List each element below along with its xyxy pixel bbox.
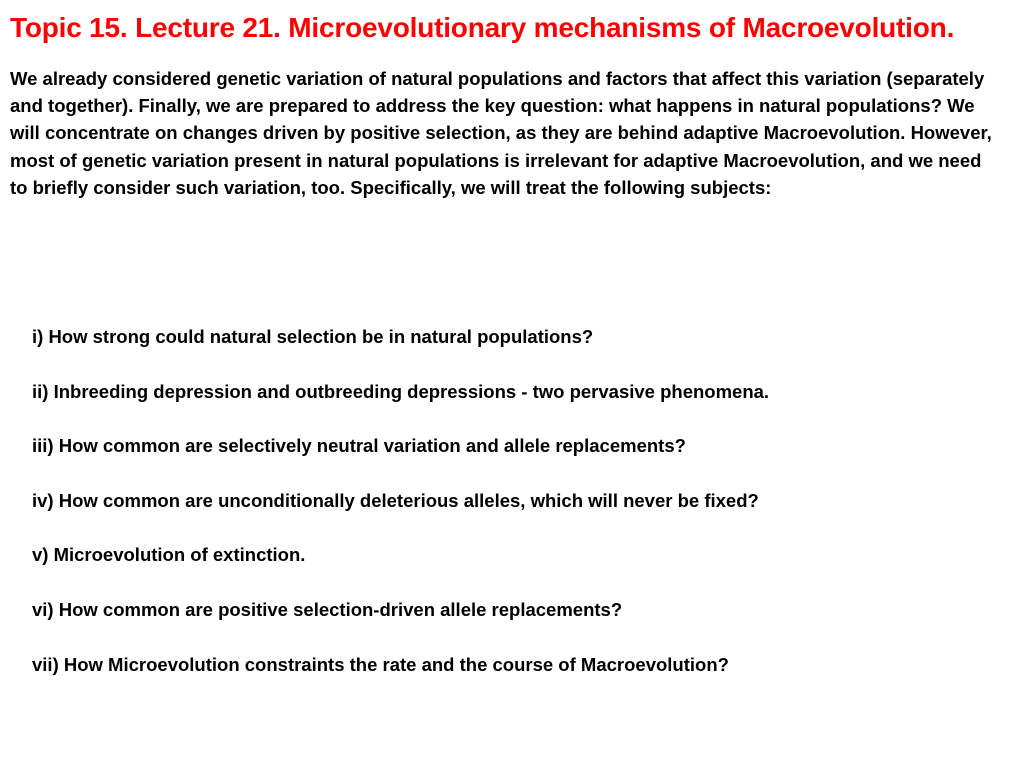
topic-item-7: vii) How Microevolution constraints the rate and the course of Macroevolution? xyxy=(32,653,729,675)
topic-item-5: v) Microevolution of extinction. xyxy=(32,544,306,566)
topic-item-2: ii) Inbreeding depression and outbreeding depressions - two pervasive phenomena. xyxy=(32,380,770,402)
slide xyxy=(10,10,1010,201)
intro-paragraph: We already considered genetic variation of natural populations and factors that affect this variation (separately and together). Finally, we are prepared to address the key question: what happens in natural populations? We will concentrate on changes driven by positive selection, as they are behind adaptive Macroevolution. However, most of genetic variation present in natural populations is irrelevant for adaptive Macroevolution, and we need to briefly consider such variation, too. Specifically, we will treat the following subjects: xyxy=(10,68,992,198)
topic-item-6: vi) How common are positive selection-driven allele replacements? xyxy=(32,598,623,620)
topics-list xyxy=(32,322,992,704)
topic-item-4: iv) How common are unconditionally deleterious alleles, which will never be fixed? xyxy=(32,489,759,511)
topic-item-1: i) How strong could natural selection be in natural populations? xyxy=(32,326,594,347)
slide-title: Topic 15. Lecture 21. Microevolutionary mechanisms of Macroevolution. xyxy=(10,12,955,43)
topic-item-3: iii) How common are selectively neutral variation and allele replacements? xyxy=(32,435,686,457)
